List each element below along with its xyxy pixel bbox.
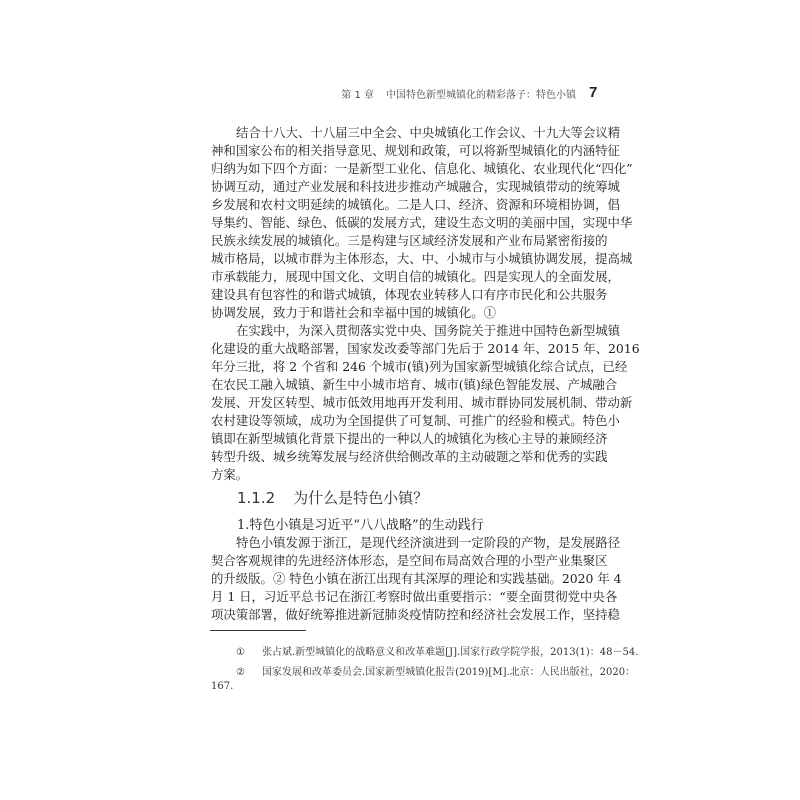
- text-line: 的升级版。② 特色小镇在浙江出现有其深厚的理论和实践基础。2020 年 4: [211, 571, 622, 586]
- footnote-divider: [210, 630, 306, 631]
- text-line: 发展、开发区转型、城市低效用地再开发利用、城市群协同发展机制、带动新: [211, 395, 633, 410]
- text-line: 项决策部署，做好统筹推进新冠肺炎疫情防控和经济社会发展工作，坚持稳: [211, 607, 620, 622]
- footnote-2: [211, 666, 636, 680]
- text-line: 农村建设等领域，成功为全国提供了可复制、可推广的经验和模式。特色小: [211, 413, 620, 428]
- text-line: 归纳为如下四个方面：一是新型工业化、信息化、城镇化、农业现代化“四化”: [211, 161, 633, 176]
- text-line: 月 1 日，习近平总书记在浙江考察时做出重要指示：“要全面贯彻党中央各: [211, 589, 618, 604]
- chapter-title: 中国特色新型城镇化的精彩落子：特色小镇: [386, 90, 576, 101]
- text-line: 导集约、智能、绿色、低碳的发展方式，建设生态文明的美丽中国，实现中华: [211, 215, 633, 230]
- footnote-marker: ②: [236, 667, 245, 678]
- section-title: 为什么是特色小镇？: [293, 489, 429, 507]
- footnote-continuation: 167.: [211, 681, 234, 692]
- text-line: 方案。: [211, 467, 249, 482]
- footnotes: [211, 646, 639, 694]
- text-line: 特色小镇发源于浙江，是现代经济演进到一定阶段的产物，是发展路径: [236, 535, 621, 550]
- text-line: 结合十八大、十八届三中全会、中央城镇化工作会议、十九大等会议精: [236, 125, 621, 140]
- text-line: 协调互动，通过产业发展和科技进步推动产城融合，实现城镇带动的统筹城: [211, 179, 620, 194]
- text-line: 契合客观规律的先进经济体形态，是空间布局高效合理的小型产业集聚区: [211, 553, 608, 568]
- text-line: 城市格局，以城市群为主体形态，大、中、小城市与小城镇协调发展，提高城: [211, 251, 633, 266]
- running-header: [341, 86, 576, 101]
- section-heading: [237, 487, 428, 508]
- text-line: 市承载能力，展现中国文化、文明自信的城镇化。四是实现人的全面发展，: [211, 269, 620, 284]
- paragraph-1: [211, 124, 633, 322]
- paragraph-3: [211, 534, 622, 624]
- text-line: 镇即在新型城镇化背景下提出的一种以人的城镇化为核心主导的兼顾经济: [211, 431, 608, 446]
- footnote-text: 张占斌.新型城镇化的战略意义和改革难题[J].国家行政学院学报，2013(1)：48－54.: [262, 647, 639, 658]
- footnote-marker: ①: [236, 647, 245, 658]
- text-line: 年分三批，将 2 个省和 246 个城市(镇)列为国家新型城镇化综合试点，已经: [211, 359, 628, 374]
- subsection-heading: 1.特色小镇是习近平“八八战略”的生动践行: [237, 518, 484, 533]
- footnote-1: [211, 646, 639, 660]
- text-line: 在实践中，为深入贯彻落实党中央、国务院关于推进中国特色新型城镇: [236, 323, 621, 338]
- footnote-text: 国家发展和改革委员会.国家新型城镇化报告(2019)[M].北京：人民出版社，2020：: [262, 667, 636, 678]
- text-line: 协调发展，致力于和谐社会和幸福中国的城镇化。①: [211, 305, 496, 320]
- text-line: 乡发展和农村文明延续的城镇化。二是人口、经济、资源和环境相协调，倡: [211, 197, 620, 212]
- text-line: 在农民工融入城镇、新生中小城市培育、城市(镇)绿色智能发展、产城融合: [211, 377, 618, 392]
- section-number: 1.1.2: [237, 489, 276, 507]
- text-line: 神和国家公布的相关指导意见、规划和政策，可以将新型城镇化的内涵特征: [211, 143, 620, 158]
- text-line: 民族永续发展的城镇化。三是构建与区域经济发展和产业布局紧密衔接的: [211, 233, 608, 248]
- page-number: 7: [589, 84, 598, 101]
- text-line: 转型升级、城乡统筹发展与经济供给侧改革的主动破题之举和优秀的实践: [211, 449, 608, 464]
- chapter-label: 第 1 章: [341, 90, 374, 101]
- text-line: 建设具有包容性的和谐式城镇，体现农业转移人口有序市民化和公共服务: [211, 287, 608, 302]
- text-line: 化建设的重大战略部署，国家发改委等部门先后于 2014 年、2015 年、2016: [211, 341, 640, 356]
- paragraph-2: [211, 322, 640, 484]
